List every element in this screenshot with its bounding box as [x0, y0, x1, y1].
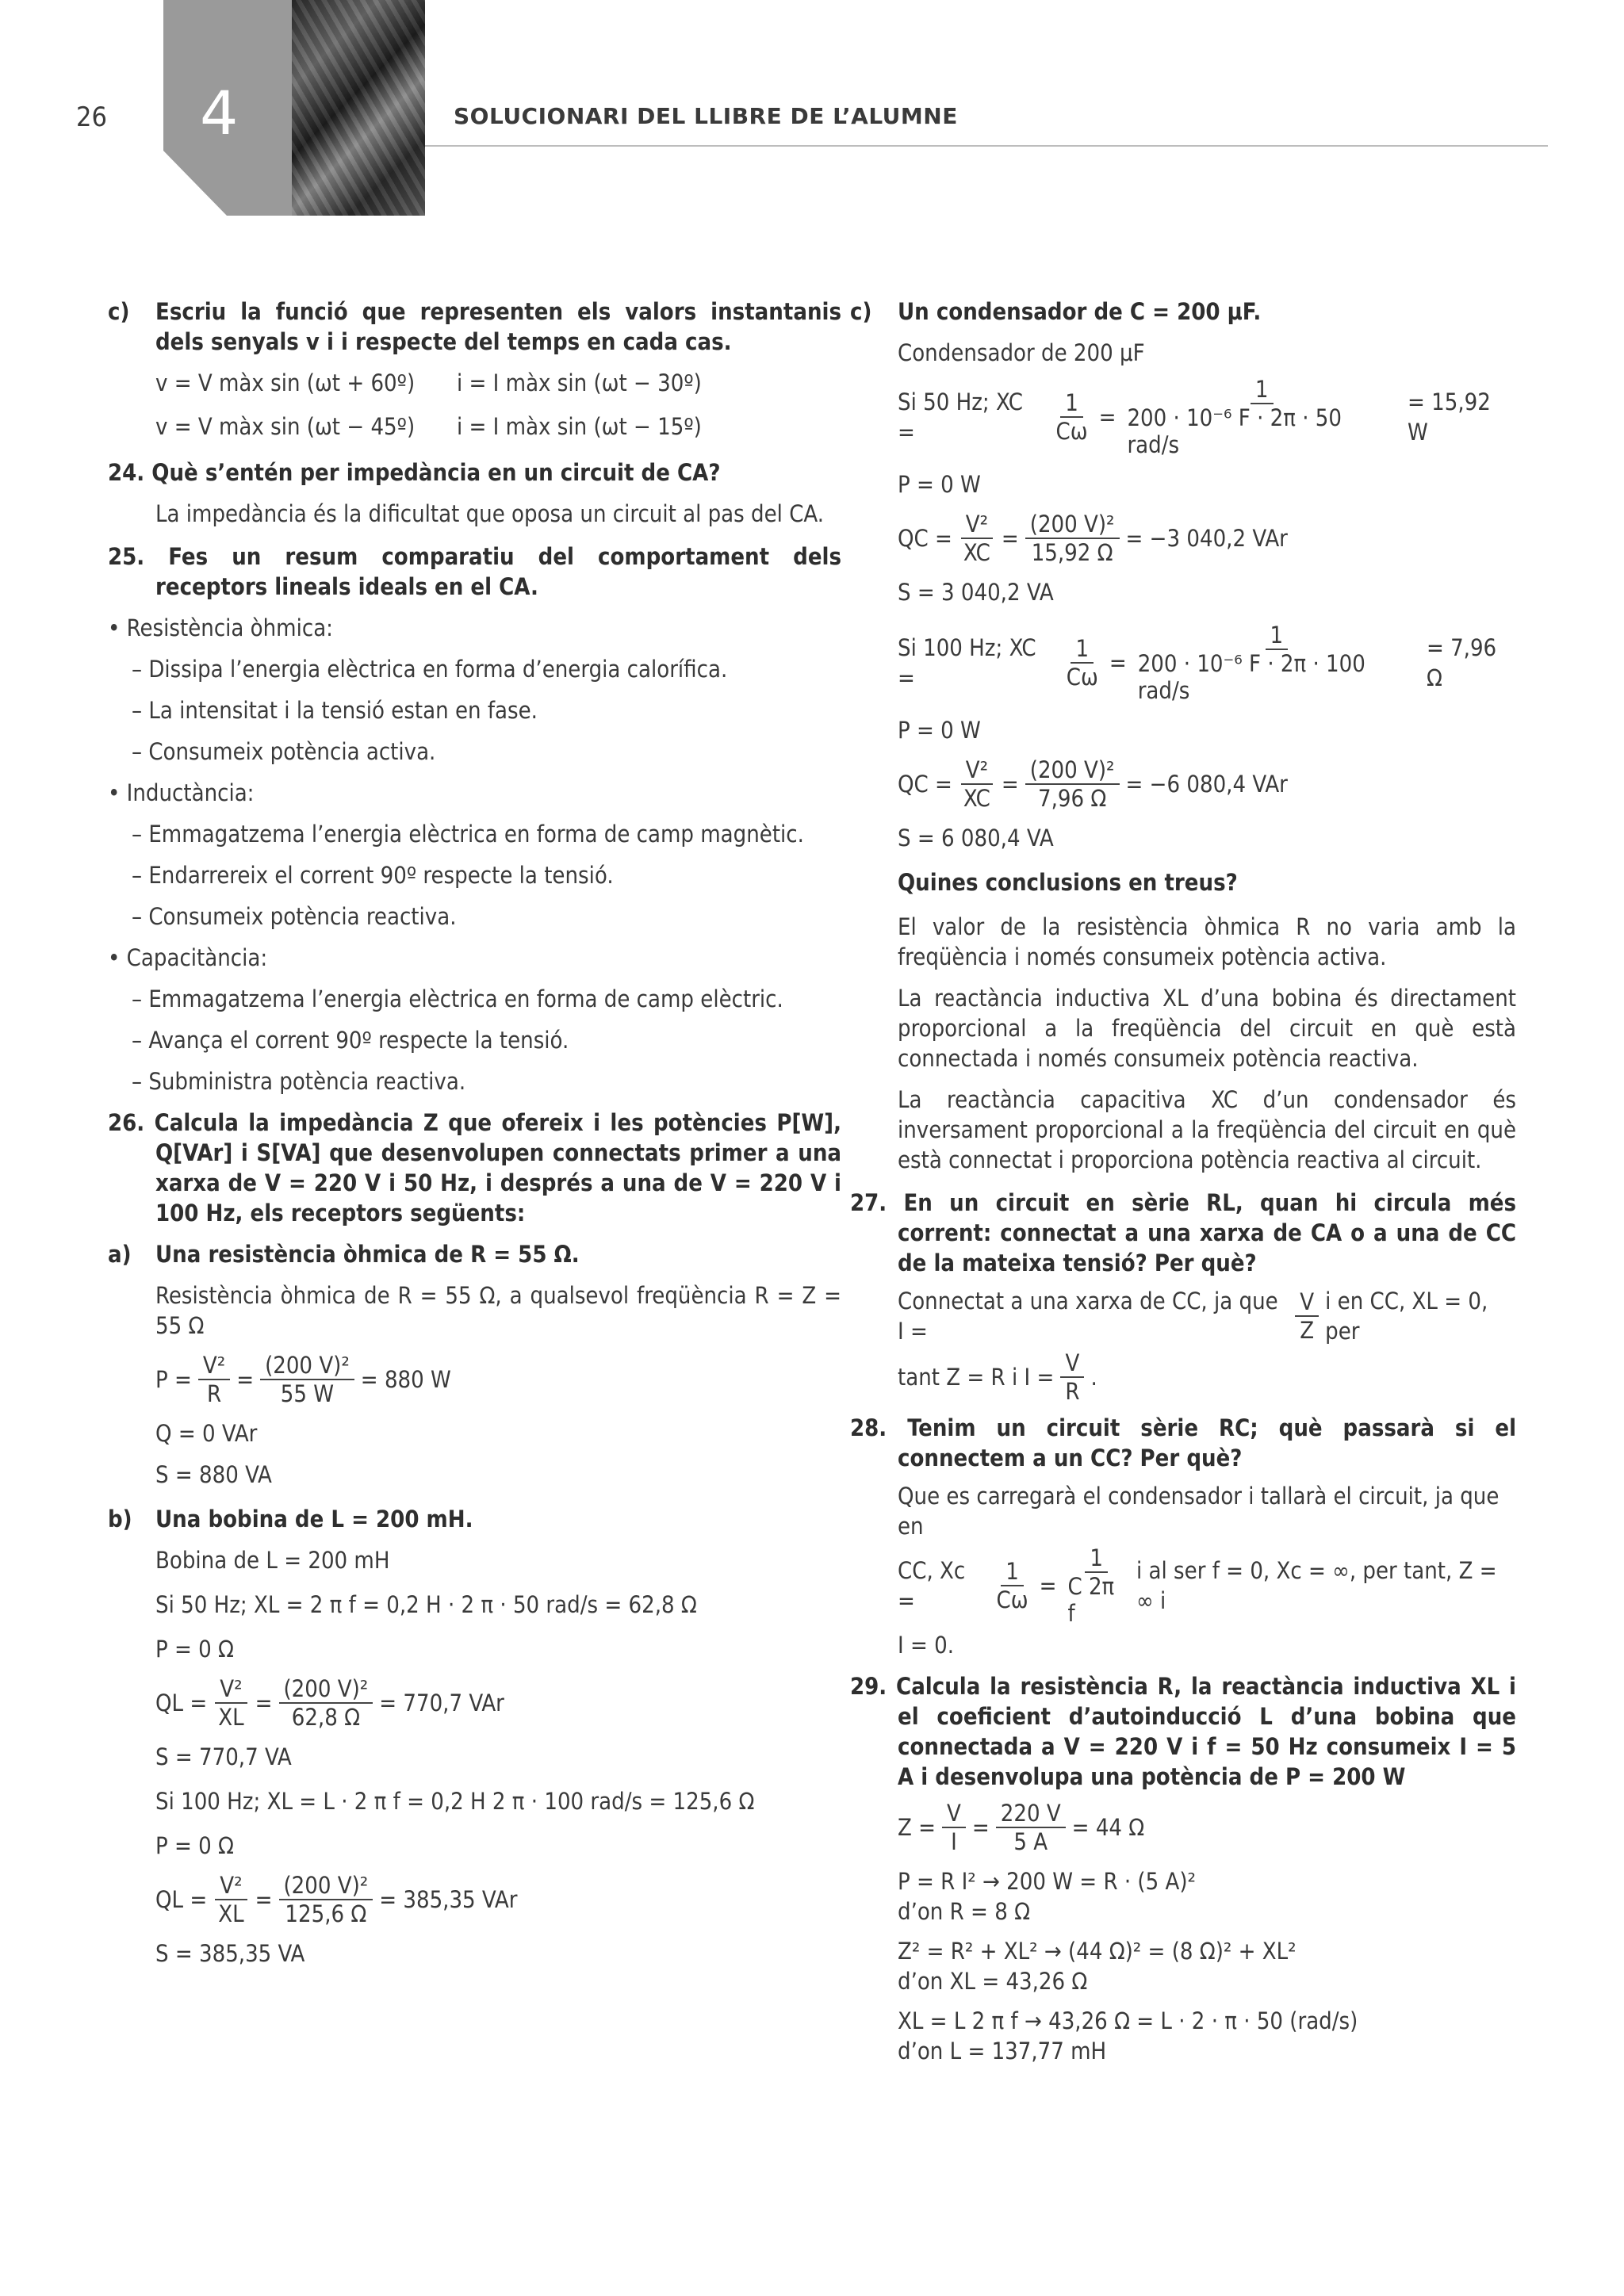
bullet-item: – Dissipa l’energia elèctrica en forma d’energia calorífica. — [132, 656, 728, 683]
bullet-item: – Endarrereix el corrent 90º respecte la tensió. — [132, 862, 614, 889]
formula-lhs: QC = — [898, 525, 952, 552]
answer-line: Si 50 Hz; XL = 2 π f = 0,2 H · 2 π · 50 rad/s = 62,8 Ω — [155, 1591, 697, 1618]
denominator: 62,8 Ω — [291, 1704, 361, 1731]
question-c-instant — [108, 297, 841, 357]
denominator: C 2π f — [1067, 1573, 1115, 1627]
fraction — [198, 1352, 230, 1407]
denominator: Cω — [1055, 418, 1088, 445]
numerator: 1 — [1266, 622, 1289, 650]
denominator: 15,92 Ω — [1031, 539, 1113, 566]
numerator: (200 V)² — [1025, 756, 1120, 785]
numerator: 220 V — [996, 1800, 1066, 1828]
fraction — [1062, 635, 1103, 691]
function-v: v = V màx sin (ωt − 45º) — [155, 413, 416, 440]
answer-text: tant Z = R i I = — [898, 1364, 1055, 1391]
answer-text: Resistència òhmica de R = 55 Ω, a qualsevol freqüència R = Z = 55 Ω — [155, 1282, 841, 1339]
fraction — [213, 1872, 248, 1927]
question-title: Tenim un circuit sèrie RC; què passarà si el connectem a un CC? Per què? — [898, 1414, 1517, 1471]
denominator: 5 A — [1013, 1828, 1048, 1855]
numerator: V² — [961, 511, 993, 539]
formula-lhs: Si 100 Hz; XC = — [898, 634, 1036, 691]
function-i: i = I màx sin (ωt − 15º) — [457, 413, 702, 440]
answer-text: CC, Xc = — [898, 1557, 966, 1614]
formula-reactive: QL = $\frac{\text{V²}}{XL}$ = $\frac{\text{(200 V)²}}{62,8 \Omega}$ = 770,7 VAr — [155, 1675, 504, 1731]
formula-lhs: Z = — [898, 1814, 936, 1841]
answer-line: d’on L = 137,77 mH — [898, 2038, 1107, 2064]
fraction — [959, 756, 995, 812]
bullet-item: – Emmagatzema l’energia elèctrica en forma de camp magnètic. — [132, 821, 804, 848]
answer-line: P = R I² → 200 W = R · (5 A)² — [898, 1868, 1196, 1895]
right-column — [850, 297, 1517, 2077]
denominator: 55 W — [280, 1380, 335, 1407]
question-text: Escriu la funció que representen els valors instantanis dels senyals v i i respecte del temps en cada cas. — [155, 298, 841, 355]
fraction — [279, 1675, 373, 1731]
question-number: 24. — [108, 459, 145, 486]
question-title: Fes un resum comparatiu del comportament dels receptors lineals ideals en el CA. — [155, 543, 841, 600]
page-number: 26 — [76, 101, 107, 133]
denominator: R — [206, 1380, 222, 1407]
numerator: (200 V)² — [279, 1872, 373, 1900]
bullet-item: – Consumeix potència reactiva. — [132, 903, 457, 930]
fraction — [992, 1558, 1033, 1613]
answer-line: P = 0 W — [898, 471, 981, 498]
numerator: (200 V)² — [279, 1675, 373, 1704]
item-label: b) — [108, 1506, 132, 1533]
fraction — [213, 1675, 248, 1731]
denominator: 7,96 Ω — [1037, 785, 1107, 812]
conclusion-text: El valor de la resistència òhmica R no varia amb la freqüència i només consumeix potència activa. — [898, 913, 1516, 970]
numerator: 1 — [1251, 376, 1274, 404]
question-number: 27. — [850, 1189, 887, 1216]
fraction — [1295, 1288, 1319, 1344]
item-label: a) — [108, 1241, 132, 1268]
answer-line: S = 770,7 VA — [155, 1743, 292, 1770]
numerator: 1 — [1085, 1544, 1108, 1573]
item-label: c) — [850, 298, 872, 325]
answer-line: XL = L 2 π f → 43,26 Ω = L · 2 · π · 50 (rad/s) — [898, 2007, 1358, 2034]
formula-xc-100: Si 100 Hz; XC = $\frac{1}{C\omega}$ = $\frac{1}{\text{200 · 10⁻⁶ F · 2π · 100 rad/s}}$ = 7,96 Ω — [898, 622, 1516, 704]
answer-text: Que es carregarà el condensador i tallarà el circuit, ja que en — [898, 1483, 1500, 1540]
denominator: 200 · 10⁻⁶ F · 2π · 50 rad/s — [1127, 404, 1342, 458]
answer-24: La impedància és la dificultat que oposa un circuit al pas del CA. — [155, 500, 825, 527]
answer-text: I = 0. — [898, 1632, 954, 1659]
numerator: 1 — [1071, 635, 1094, 664]
item-title: Un condensador de C = 200 μF. — [898, 298, 1262, 325]
formula-result: = 385,35 VAr — [379, 1886, 518, 1913]
formula-lhs: P = — [155, 1366, 192, 1393]
answer-text: i al ser f = 0, Xc = ∞, per tant, Z = ∞ i — [1136, 1557, 1497, 1614]
bullet-item: – Consumeix potència activa. — [132, 738, 436, 765]
question-title: En un circuit en sèrie RL, quan hi circula més corrent: connectat a una xarxa de CA o a una de CC de la mateixa tensió? Per què? — [898, 1189, 1516, 1276]
numerator: V — [1295, 1288, 1319, 1317]
numerator: V² — [198, 1352, 230, 1380]
conclusion-text: La reactància capacitiva XC d’un condensador és inversament proporcional a la freqüència del circuit en què està connectat i proporciona potència reactiva al circuit. — [898, 1086, 1516, 1173]
fraction — [1133, 622, 1420, 704]
formula-result: = 44 Ω — [1071, 1814, 1145, 1841]
conclusions-title: Quines conclusions en treus? — [898, 869, 1238, 896]
bullet-list — [108, 613, 841, 1096]
numerator: V² — [215, 1675, 247, 1704]
question-29 — [850, 1671, 1516, 1792]
numerator: V² — [215, 1872, 247, 1900]
question-number: 29. — [850, 1673, 887, 1700]
question-28 — [850, 1413, 1516, 1473]
item-title: Una resistència òhmica de R = 55 Ω. — [155, 1241, 580, 1268]
fraction — [996, 1800, 1066, 1855]
question-24 — [108, 457, 841, 488]
answer-line: S = 880 VA — [155, 1461, 272, 1488]
left-column — [108, 297, 841, 1980]
header-title: SOLUCIONARI DEL LLIBRE DE L’ALUMNE — [454, 103, 958, 129]
answer-line: Condensador de 200 μF — [898, 339, 1145, 366]
answer-line: Bobina de L = 200 mH — [155, 1547, 390, 1574]
answer-line: S = 385,35 VA — [155, 1940, 305, 1967]
item-c-capacitor — [850, 297, 1516, 327]
answer-line: Z² = R² + XL² → (44 Ω)² = (8 Ω)² + XL² — [898, 1938, 1297, 1965]
denominator: 200 · 10⁻⁶ F · 2π · 100 rad/s — [1137, 650, 1365, 704]
function-v: v = V màx sin (ωt + 60º) — [155, 369, 416, 396]
numerator: 1 — [1001, 1558, 1024, 1586]
bullet-item: – Subministra potència reactiva. — [132, 1068, 466, 1095]
formula-power: P = $\frac{\text{V²}}{R}$ = $\frac{\text{(200 V)²}}{55 W}$ = 880 W — [155, 1352, 451, 1407]
answer-line: d’on R = 8 Ω — [898, 1898, 1031, 1925]
denominator: XC — [963, 539, 990, 566]
answer-28-line2: CC, Xc = $\frac{1}{C\omega}$ = $\frac{1}{\text{C 2π f}}$ i al ser f = 0, Xc = ∞, per tant, Z = ∞ i — [898, 1544, 1516, 1627]
answer-line: Q = 0 VAr — [155, 1420, 258, 1447]
fraction — [942, 1800, 966, 1855]
question-number: 25. — [108, 543, 145, 570]
denominator: XL — [218, 1900, 244, 1927]
answer-line: P = 0 Ω — [155, 1832, 234, 1859]
answer-line: S = 3 040,2 VA — [898, 579, 1054, 606]
item-b — [108, 1504, 841, 1534]
denominator: Z — [1300, 1317, 1315, 1344]
answer-line: Si 100 Hz; XL = L · 2 π f = 0,2 H 2 π · 100 rad/s = 125,6 Ω — [155, 1788, 755, 1815]
denominator: I — [951, 1828, 957, 1855]
question-26 — [108, 1108, 841, 1228]
formula-qc-50: QC = $\frac{\text{V²}}{XC}$ = $\frac{\text{(200 V)²}}{15,92 \Omega}$ = −3 040,2 VAr — [898, 511, 1288, 566]
item-title: Una bobina de L = 200 mH. — [155, 1506, 473, 1533]
function-row — [155, 368, 841, 398]
answer-text: Connectat a una xarxa de CC, ja que I = — [898, 1288, 1278, 1345]
numerator: 1 — [1060, 389, 1083, 418]
header-rule — [425, 145, 1548, 147]
answer-line: P = 0 W — [898, 717, 981, 744]
chapter-number: 4 — [200, 78, 239, 148]
question-title: Calcula la resistència R, la reactància inductiva XL i el coeficient d’autoinducció L d’una bobina que connectada a V = 220 V i f = 50 Hz consumeix I = 5 A i desenvolupa una potència de P = 200 W — [896, 1673, 1516, 1790]
formula-result: = 880 W — [360, 1366, 451, 1393]
bullet-item: – Avança el corrent 90º respecte la tensió. — [132, 1027, 569, 1054]
fraction — [1051, 389, 1093, 445]
denominator: 125,6 Ω — [285, 1900, 367, 1927]
denominator: Cω — [1066, 664, 1098, 691]
fraction — [279, 1872, 373, 1927]
fraction — [260, 1352, 354, 1407]
bullet-title: • Inductància: — [108, 779, 255, 806]
numerator: (200 V)² — [260, 1352, 354, 1380]
bullet-title: • Capacitància: — [108, 944, 268, 971]
answer-text: . — [1090, 1364, 1097, 1391]
question-title: Calcula la impedància Z que ofereix i les potències P[W], Q[VAr] i S[VA] que desenvolupen connectats primer a una xarxa de V = 220 V i 50 Hz, i després a una de V = 220 V i 100 Hz, els receptors següents: — [154, 1109, 841, 1226]
denominator: Cω — [996, 1586, 1028, 1613]
engine-photo — [292, 0, 425, 216]
denominator: XL — [218, 1704, 244, 1731]
bullet-item: – La intensitat i la tensió estan en fase. — [132, 697, 538, 724]
formula-lhs: QC = — [898, 771, 952, 798]
formula-result: = −6 080,4 VAr — [1125, 771, 1288, 798]
fraction — [1063, 1544, 1130, 1627]
formula-reactive: QL = $\frac{\text{V²}}{XL}$ = $\frac{\text{(200 V)²}}{125,6 \Omega}$ = 385,35 VAr — [155, 1872, 518, 1927]
question-title: Què s’entén per impedància en un circuit de CA? — [151, 459, 721, 486]
question-27 — [850, 1188, 1516, 1278]
conclusion-text: La reactància inductiva XL d’una bobina és directament proporcional a la freqüència del circuit en què està connectada i només consumeix potència reactiva. — [898, 985, 1516, 1072]
fraction — [1060, 1349, 1084, 1405]
function-i: i = I màx sin (ωt − 30º) — [457, 369, 702, 396]
question-number: 26. — [108, 1109, 145, 1136]
answer-27-line2 — [898, 1349, 1516, 1405]
formula-qc-100: QC = $\frac{\text{V²}}{XC}$ = $\frac{\text{(200 V)²}}{7,96 \Omega}$ = −6 080,4 VAr — [898, 756, 1288, 812]
fraction — [1122, 376, 1401, 458]
item-label: c) — [108, 298, 130, 325]
question-25 — [108, 541, 841, 602]
numerator: V — [942, 1800, 966, 1828]
formula-lhs: QL = — [155, 1886, 208, 1913]
answer-text: i en CC, XL = 0, per — [1325, 1288, 1488, 1345]
denominator: R — [1065, 1378, 1080, 1405]
answer-line: P = 0 Ω — [155, 1636, 234, 1663]
answer-line: S = 6 080,4 VA — [898, 825, 1054, 851]
answer-line: d’on XL = 43,26 Ω — [898, 1968, 1088, 1995]
answer-27-line1 — [898, 1286, 1516, 1346]
numerator: V — [1060, 1349, 1084, 1378]
fraction — [959, 511, 995, 566]
question-text — [108, 457, 841, 488]
item-a — [108, 1239, 841, 1269]
function-row — [155, 411, 841, 442]
formula-xc-50: Si 50 Hz; XC = $\frac{1}{C\omega}$ = $\frac{1}{\text{200 · 10⁻⁶ F · 2π · 50 rad/s}}$ = 15,92 W — [898, 376, 1516, 458]
formula-result: = 770,7 VAr — [379, 1689, 504, 1716]
numerator: V² — [961, 756, 993, 785]
formula-lhs: QL = — [155, 1689, 208, 1716]
formula-impedance: Z = $\frac{V}{I}$ = $\frac{220 V}{5 A}$ = 44 Ω — [898, 1800, 1145, 1855]
question-number: 28. — [850, 1414, 887, 1441]
fraction — [1025, 511, 1120, 566]
formula-result: = 15,92 W — [1408, 388, 1491, 446]
formula-lhs: Si 50 Hz; XC = — [898, 388, 1023, 446]
formula-result: = 7,96 Ω — [1426, 634, 1497, 691]
fraction — [1025, 756, 1120, 812]
formula-result: = −3 040,2 VAr — [1125, 525, 1288, 552]
denominator: XC — [963, 785, 990, 812]
numerator: (200 V)² — [1025, 511, 1120, 539]
bullet-title: • Resistència òhmica: — [108, 614, 333, 641]
bullet-item: – Emmagatzema l’energia elèctrica en forma de camp elèctric. — [132, 985, 783, 1012]
